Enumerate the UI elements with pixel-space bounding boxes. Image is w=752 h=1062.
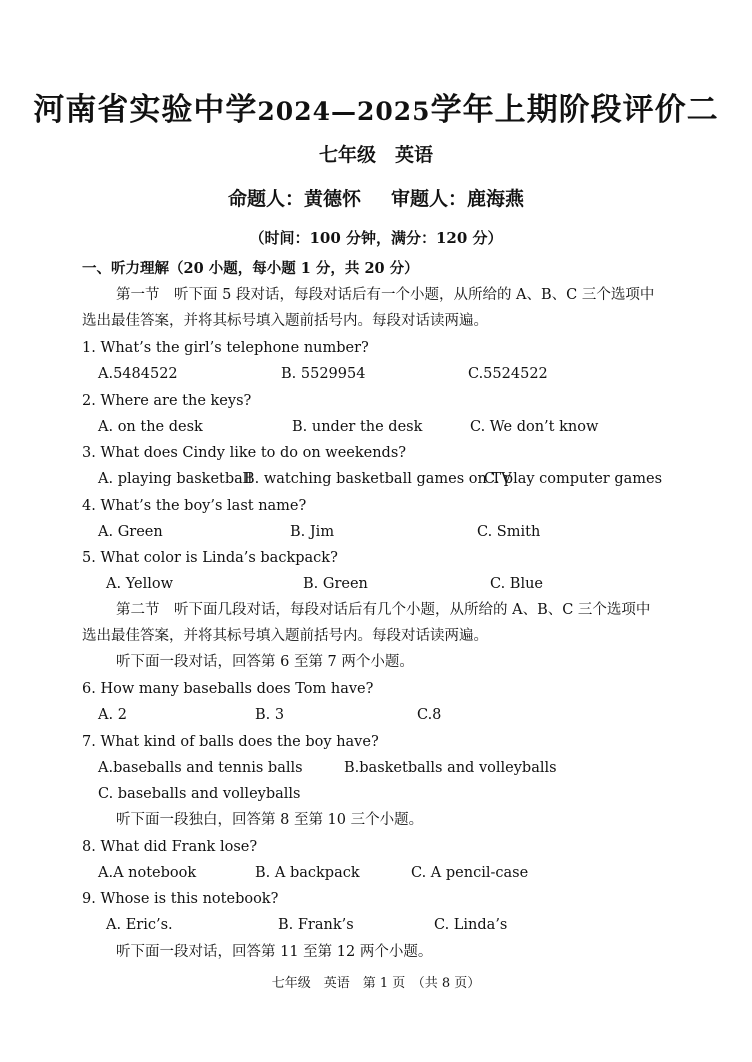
option-6b: B. 3 xyxy=(255,707,285,723)
authors-line xyxy=(0,184,752,211)
question-8: 8. What did Frank lose? xyxy=(82,839,258,855)
option-7b: B.basketballs and volleyballs xyxy=(344,760,557,776)
exam-title xyxy=(0,84,752,129)
title-school: 河南省实验中学 xyxy=(33,92,258,128)
option-9c: C. Linda’s xyxy=(434,917,508,933)
part1-instruction-line1: 第一节 听下面 5 段对话，每段对话后有一个小题，从所给的 A、B、C 三个选项中 xyxy=(116,287,655,303)
question-4: 4. What’s the boy’s last name? xyxy=(82,498,307,514)
option-9a: A. Eric’s. xyxy=(106,917,173,933)
title-year: 2024—2025 xyxy=(257,97,431,126)
option-4b: B. Jim xyxy=(290,524,335,540)
option-8c: C. A pencil-case xyxy=(411,865,529,881)
option-5b: B. Green xyxy=(303,576,368,592)
grade-subject: 七年级 英语 xyxy=(318,144,433,166)
option-8a: A.A notebook xyxy=(98,865,197,881)
question-1: 1. What’s the girl’s telephone number? xyxy=(82,340,369,356)
option-5a: A. Yellow xyxy=(106,576,173,592)
section-heading: 一、听力理解（20 小题，每小题 1 分，共 20 分） xyxy=(82,260,419,277)
option-3a: A. playing basketball xyxy=(98,471,253,487)
option-1b: B. 5529954 xyxy=(281,366,366,382)
option-5c: C. Blue xyxy=(490,576,544,592)
part1-instruction-line2: 选出最佳答案，并将其标号填入题前括号内。每段对话读两遍。 xyxy=(82,313,488,329)
option-8b: B. A backpack xyxy=(255,865,360,881)
option-1a: A.5484522 xyxy=(98,366,178,382)
option-4c: C. Smith xyxy=(477,524,541,540)
part2-instruction-line1: 第二节 听下面几段对话，每段对话后有几个小题，从所给的 A、B、C 三个选项中 xyxy=(116,602,651,618)
option-1c: C.5524522 xyxy=(468,366,548,382)
option-3c: C. play computer games xyxy=(484,471,663,487)
reviewer-name: 审题人：鹿海燕 xyxy=(391,188,525,210)
option-7c: C. baseballs and volleyballs xyxy=(98,786,301,802)
question-5: 5. What color is Linda’s backpack? xyxy=(82,550,338,566)
option-3b: B. watching basketball games on TV xyxy=(244,471,512,487)
question-6: 6. How many baseballs does Tom have? xyxy=(82,681,374,697)
question-9: 9. Whose is this notebook? xyxy=(82,891,279,907)
question-3: 3. What does Cindy like to do on weekends? xyxy=(82,445,407,461)
author-name: 命题人：黄德怀 xyxy=(227,188,361,210)
time-score-info: （时间：100 分钟，满分：120 分） xyxy=(249,229,503,247)
question-7: 7. What kind of balls does the boy have? xyxy=(82,734,379,750)
title-term: 学年上期阶段评价二 xyxy=(430,92,719,128)
monologue-note-8-10: 听下面一段独白，回答第 8 至第 10 三个小题。 xyxy=(116,812,424,828)
option-2b: B. under the desk xyxy=(292,419,423,435)
option-9b: B. Frank’s xyxy=(278,917,354,933)
option-7a: A.baseballs and tennis balls xyxy=(98,760,303,776)
option-2c: C. We don’t know xyxy=(470,419,599,435)
part2-instruction-line2: 选出最佳答案，并将其标号填入题前括号内。每段对话读两遍。 xyxy=(82,628,488,644)
option-6c: C.8 xyxy=(417,707,442,723)
page-footer: 七年级 英语 第 1 页 （共 8 页） xyxy=(271,976,481,991)
question-2: 2. Where are the keys? xyxy=(82,393,252,409)
option-2a: A. on the desk xyxy=(98,419,203,435)
dialogue-note-6-7: 听下面一段对话，回答第 6 至第 7 两个小题。 xyxy=(116,654,414,670)
dialogue-note-11-12: 听下面一段对话，回答第 11 至第 12 两个小题。 xyxy=(116,944,433,960)
option-4a: A. Green xyxy=(98,524,163,540)
option-6a: A. 2 xyxy=(98,707,127,723)
